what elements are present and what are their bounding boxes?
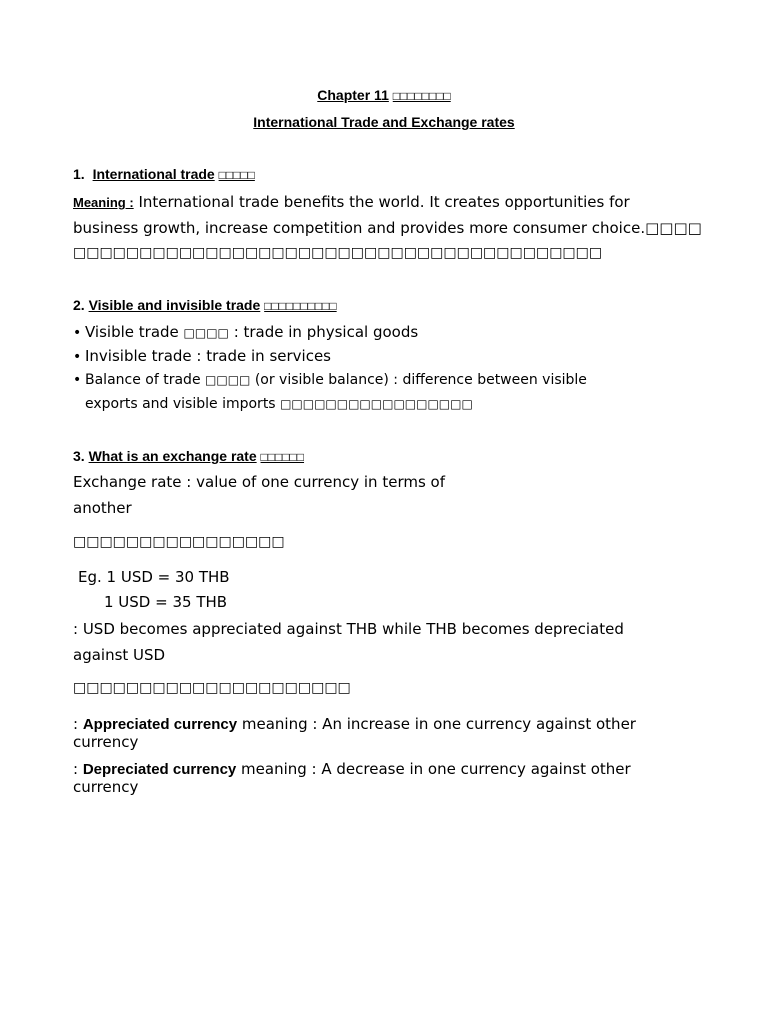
example-line2: 1 USD = 35 THB bbox=[104, 593, 228, 611]
meaning-text-line1: International trade benefits the world. It creates opportunities for bbox=[138, 193, 630, 211]
meaning-paragraph-line1 bbox=[73, 193, 630, 211]
item-thai: □□□□ bbox=[183, 326, 229, 340]
list-item-visible-trade bbox=[73, 323, 418, 341]
balance-thai: □□□□□□□□□□□□□□□□□ bbox=[280, 397, 473, 411]
section3-title-thai: □□□□□□ bbox=[260, 450, 305, 464]
appreciated-definition-line2: currency bbox=[73, 733, 139, 751]
depreciated-term: Depreciated currency bbox=[82, 761, 237, 778]
chapter-thai: □□□□□□□□ bbox=[392, 89, 451, 103]
section2-title-thai: □□□□□□□□□□ bbox=[264, 299, 337, 313]
balance-text: exports and visible imports bbox=[85, 396, 276, 412]
exchange-rate-thai: □□□□□□□□□□□□□□□□ bbox=[73, 534, 285, 550]
item-desc: : trade in services bbox=[196, 347, 331, 365]
document-subtitle: International Trade and Exchange rates bbox=[253, 114, 515, 130]
section1-title: International trade bbox=[92, 166, 215, 182]
example-thai: □□□□□□□□□□□□□□□□□□□□□ bbox=[73, 680, 351, 696]
bullet-icon: • bbox=[73, 372, 82, 388]
chapter-title bbox=[0, 87, 768, 103]
example-result-line2: against USD bbox=[73, 646, 166, 664]
appreciated-prefix: : bbox=[73, 715, 79, 733]
item-label: Balance of trade bbox=[85, 372, 201, 388]
item-desc: (or visible balance) : difference between visible bbox=[254, 372, 587, 388]
bullet-icon: • bbox=[73, 349, 82, 365]
appreciated-meaning: meaning : An increase in one currency against other bbox=[241, 715, 636, 733]
example-result-line1: : USD becomes appreciated against THB while THB becomes depreciated bbox=[73, 620, 624, 638]
section3-heading bbox=[73, 448, 304, 464]
section2-title: Visible and invisible trade bbox=[88, 297, 261, 313]
chapter-label: Chapter 11 bbox=[317, 87, 389, 103]
list-item-balance-of-trade bbox=[73, 372, 587, 388]
bullet-icon: • bbox=[73, 325, 82, 341]
appreciated-definition-line1 bbox=[73, 715, 636, 733]
section1-title-thai: □□□□□ bbox=[218, 168, 255, 182]
item-thai: □□□□ bbox=[205, 373, 251, 387]
meaning-label: Meaning : bbox=[73, 195, 134, 210]
balance-of-trade-line2 bbox=[85, 396, 473, 412]
item-desc: : trade in physical goods bbox=[233, 323, 419, 341]
exchange-rate-definition-line2: another bbox=[73, 499, 132, 517]
section3-number: 3. bbox=[73, 448, 85, 464]
appreciated-term: Appreciated currency bbox=[82, 716, 238, 733]
example-line1: Eg. 1 USD = 30 THB bbox=[78, 568, 230, 586]
depreciated-prefix: : bbox=[73, 760, 79, 778]
section2-number: 2. bbox=[73, 297, 85, 313]
item-label: Visible trade bbox=[85, 323, 179, 341]
exchange-rate-definition-line1: Exchange rate : value of one currency in terms of bbox=[73, 473, 445, 491]
item-label: Invisible trade bbox=[85, 347, 192, 365]
depreciated-definition-line2: currency bbox=[73, 778, 139, 796]
meaning-text-line2: business growth, increase competition and provides more consumer choice.□□□□ bbox=[73, 219, 702, 237]
section1-number: 1. bbox=[73, 166, 85, 182]
meaning-text-line3: □□□□□□□□□□□□□□□□□□□□□□□□□□□□□□□□□□□□□□□□ bbox=[73, 245, 603, 261]
section2-heading bbox=[73, 297, 337, 313]
depreciated-definition-line1 bbox=[73, 760, 631, 778]
section1-heading bbox=[73, 166, 255, 182]
list-item-invisible-trade bbox=[73, 347, 331, 365]
depreciated-meaning: meaning : A decrease in one currency against other bbox=[241, 760, 631, 778]
section3-title: What is an exchange rate bbox=[88, 448, 257, 464]
